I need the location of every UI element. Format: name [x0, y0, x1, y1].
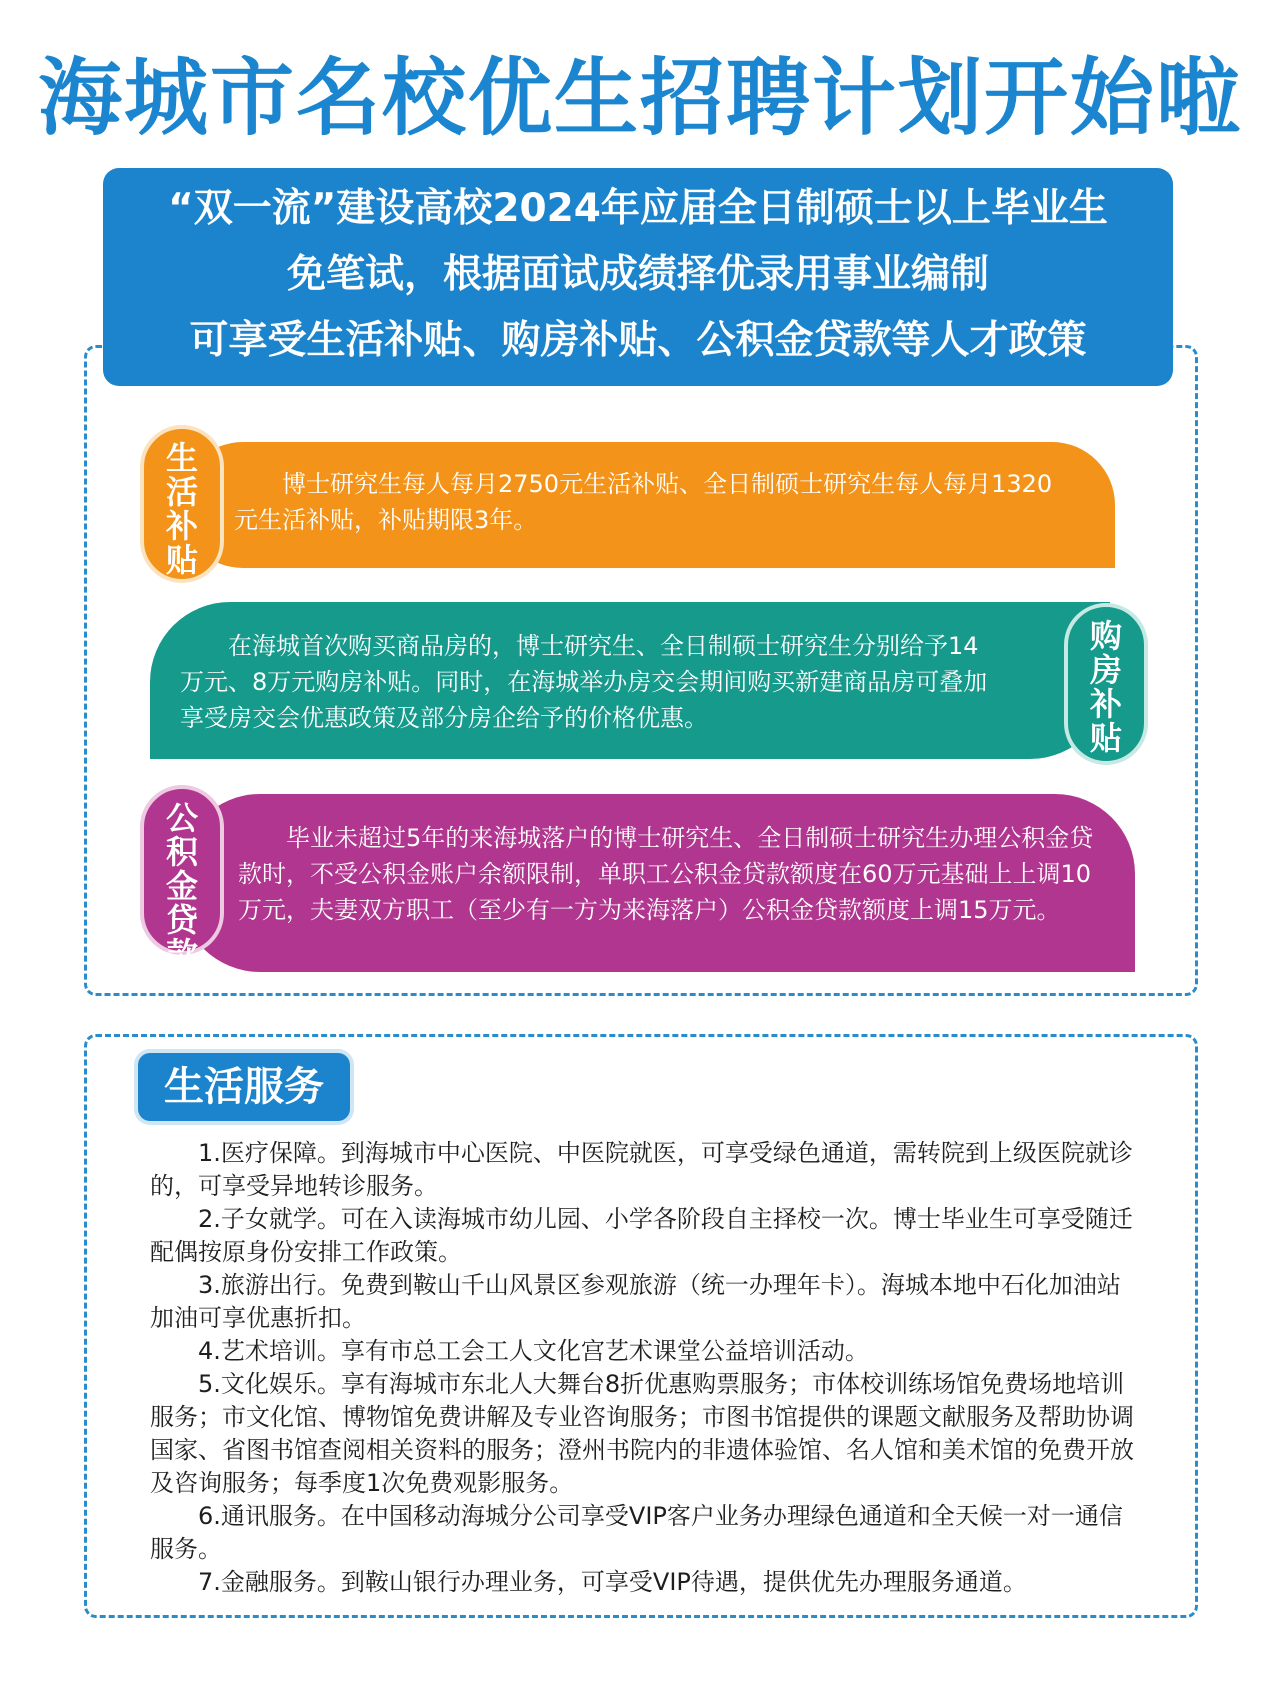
badge-char: 贴: [1089, 719, 1122, 757]
provident-fund-badge: [140, 785, 224, 973]
living-subsidy-badge: [140, 425, 224, 583]
service-item-telecom: 6.通讯服务。在中国移动海城分公司享受VIP客户业务办理绿色通道和全天候一对一通信服务。: [150, 1502, 1123, 1563]
badge-char: 公: [165, 799, 198, 837]
badge-char: 款: [165, 935, 198, 973]
headline-banner: [103, 168, 1173, 386]
service-item-culture: 5.文化娱乐。享有海城市东北人大舞台8折优惠购票服务；市体校训练场馆免费场地培训服务；市文化馆、博物馆免费讲解及专业咨询服务；市图书馆提供的课题文献服务及帮助协调国家、省图书馆查阅相关资料的服务；澄州书院内的非遗体验馆、名人馆和美术馆的免费开放及咨询服务；每季度1次免费观影服务。: [150, 1370, 1134, 1497]
service-item-education: 2.子女就学。可在入读海城市幼儿园、小学各阶段自主择校一次。博士毕业生可享受随迁配偶按原身份安排工作政策。: [150, 1205, 1133, 1266]
service-item-finance: 7.金融服务。到鞍山银行办理业务，可享受VIP待遇，提供优先办理服务通道。: [198, 1568, 1027, 1596]
badge-char: 购: [1089, 617, 1122, 655]
housing-subsidy-badge: [1064, 603, 1148, 765]
service-item-medical: 1.医疗保障。到海城市中心医院、中医院就医，可享受绿色通道，需转院到上级医院就诊的，可享受异地转诊服务。: [150, 1139, 1133, 1200]
badge-char: 贴: [165, 541, 198, 579]
badge-char: 积: [165, 833, 198, 871]
badge-char: 补: [165, 507, 198, 545]
services-heading: 生活服务: [138, 1053, 350, 1121]
headline-line-3: 可享受生活补贴、购房补贴、公积金贷款等人才政策: [189, 318, 1087, 363]
headline-line-2: 免笔试，根据面试成绩择优录用事业编制: [286, 252, 989, 297]
badge-char: 补: [1089, 685, 1122, 723]
page-title: 海城市名校优生招聘计划开始啦: [37, 49, 1242, 147]
provident-fund-band: [180, 794, 1135, 972]
badge-char: 金: [165, 867, 198, 905]
badge-char: 房: [1089, 651, 1122, 689]
service-item-travel: 3.旅游出行。免费到鞍山千山风景区参观旅游（统一办理年卡）。海城本地中石化加油站加油可享优惠折扣。: [150, 1271, 1121, 1332]
badge-char: 贷: [165, 901, 198, 939]
living-subsidy-band: [180, 442, 1115, 568]
services-list: [150, 1137, 1140, 1599]
service-item-art: 4.艺术培训。享有市总工会工人文化宫艺术课堂公益培训活动。: [198, 1337, 869, 1365]
living-subsidy-text: 博士研究生每人每月2750元生活补贴、全日制硕士研究生每人每月1320元生活补贴，补贴期限3年。: [234, 470, 1053, 534]
headline-line-1: “双一流”建设高校2024年应届全日制硕士以上毕业生: [168, 186, 1108, 231]
provident-fund-text: 毕业未超过5年的来海城落户的博士研究生、全日制硕士研究生办理公积金贷款时，不受公积金账户余额限制，单职工公积金贷款额度在60万元基础上上调10万元，夫妻双方职工（至少有一方为来海落户）公积金贷款额度上调15万元。: [238, 824, 1094, 924]
housing-subsidy-text: 在海城首次购买商品房的，博士研究生、全日制硕士研究生分别给予14万元、8万元购房补贴。同时，在海城举办房交会期间购买新建商品房可叠加享受房交会优惠政策及部分房企给予的价格优惠。: [180, 632, 988, 732]
housing-subsidy-band: [150, 602, 1110, 759]
badge-char: 生: [165, 439, 198, 477]
badge-char: 活: [165, 473, 198, 511]
